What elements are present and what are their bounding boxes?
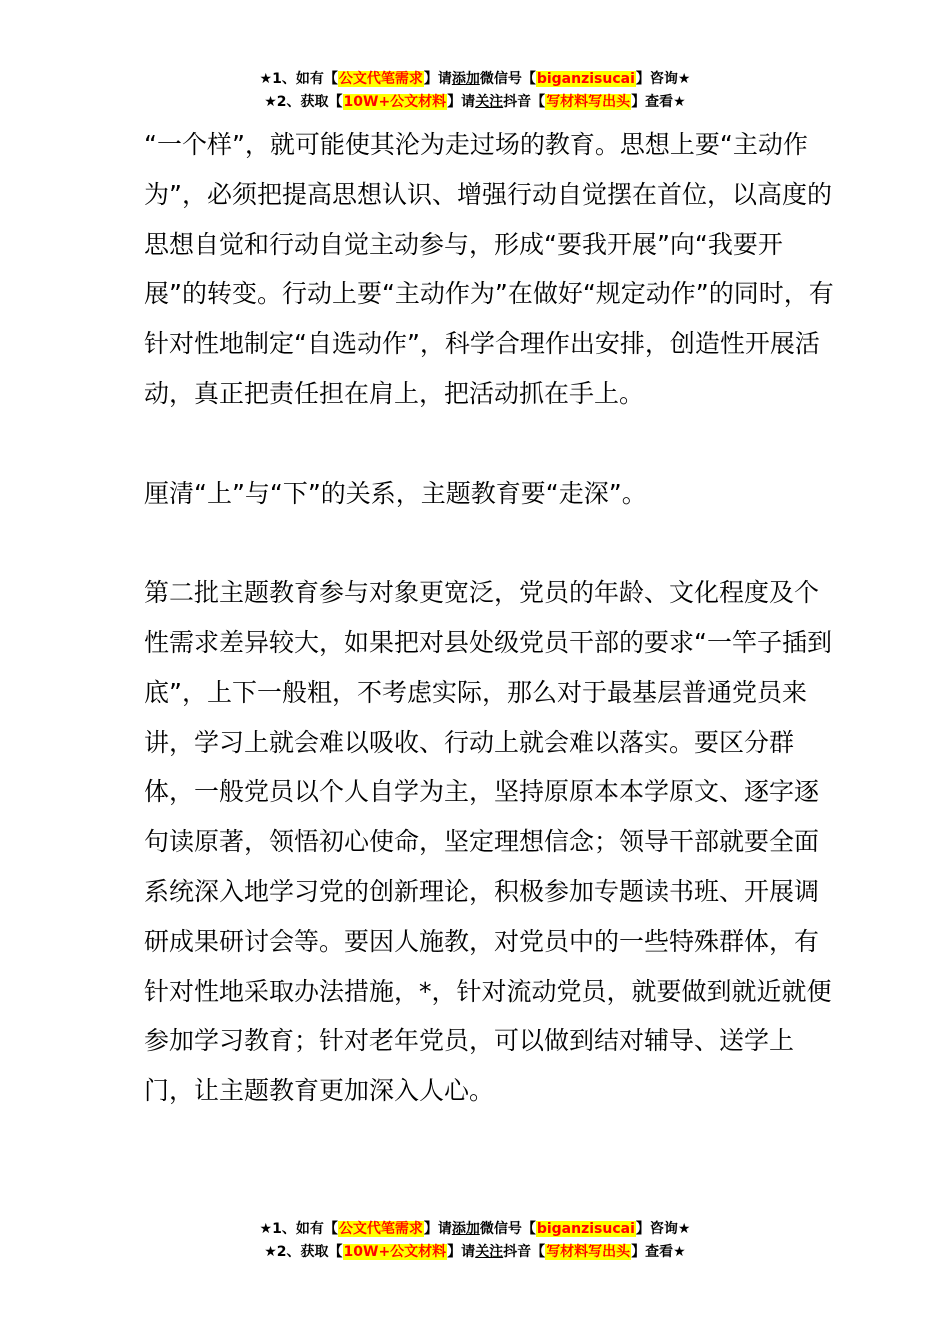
banner-text: 抖音【 <box>503 94 546 110</box>
highlight-keyword: 10W+公文材料 <box>343 1244 447 1260</box>
banner-text: 】查看★ <box>631 1244 686 1260</box>
banner-line-1 <box>0 68 950 91</box>
banner-text: 】请 <box>447 1244 476 1260</box>
highlight-keyword: 公文代笔需求 <box>338 71 423 87</box>
underlined-keyword: 关注 <box>475 1244 504 1260</box>
underlined-keyword: 添加 <box>451 71 480 87</box>
banner-text: 】咨询★ <box>635 71 691 87</box>
douyin-account-highlight: 写材料写出头 <box>546 94 631 110</box>
wechat-id-highlight: biganzisucai <box>536 71 635 87</box>
banner-text: ★1、如有【 <box>259 1221 338 1237</box>
paragraph-heading: 厘清“上”与“下”的关系，主题教育要“走深”。 <box>144 478 647 508</box>
paragraph-1: “一个样”，就可能使其沦为走过场的教育。思想上要“主动作为”，必须把提高思想认识、增强行动自觉摆在首位，以高度的思想自觉和行动自觉主动参与，形成“要我开展”向“我要开展”的转变。行动上要“主动作为”在做好“规定动作”的同时，有针对性地制定“自选动作”，科学合理作出安排，创造性开展活动，真正把责任担在肩上，把活动抓在手上。 <box>144 130 834 408</box>
wechat-id-highlight: biganzisucai <box>536 1221 635 1237</box>
header-banner <box>0 68 950 114</box>
banner-text: 】请 <box>423 71 452 87</box>
highlight-keyword: 公文代笔需求 <box>338 1221 423 1237</box>
underlined-keyword: 添加 <box>451 1221 480 1237</box>
douyin-account-highlight: 写材料写出头 <box>546 1244 631 1260</box>
banner-text: ★2、获取【 <box>264 1244 343 1260</box>
banner-text: 抖音【 <box>503 1244 546 1260</box>
document-body <box>144 120 834 1116</box>
highlight-keyword: 10W+公文材料 <box>343 94 447 110</box>
footer-banner <box>0 1218 950 1264</box>
banner-text: 】请 <box>423 1221 452 1237</box>
banner-text: 】请 <box>447 94 476 110</box>
underlined-keyword: 关注 <box>475 94 504 110</box>
banner-text: 】咨询★ <box>635 1221 691 1237</box>
banner-line-2 <box>0 1241 950 1264</box>
banner-text: 微信号【 <box>479 1221 536 1237</box>
paragraph-spacer <box>144 518 834 568</box>
banner-line-2 <box>0 91 950 114</box>
banner-line-1 <box>0 1218 950 1241</box>
paragraph-2: 第二批主题教育参与对象更宽泛，党员的年龄、文化程度及个性需求差异较大，如果把对县处级党员干部的要求“一竿子插到底”，上下一般粗，不考虑实际，那么对于最基层普通党员来讲，学习上就会难以吸收、行动上就会难以落实。要区分群体，一般党员以个人自学为主，坚持原原本本学原文、逐字逐句读原著，领悟初心使命，坚定理想信念；领导干部就要全面系统深入地学习党的创新理论，积极参加专题读书班、开展调研成果研讨会等。要因人施教，对党员中的一些特殊群体，有针对性地采取办法措施，*，针对流动党员，就要做到就近就便参加学习教育；针对老年党员，可以做到结对辅导、送学上门，让主题教育更加深入人心。 <box>144 578 832 1106</box>
banner-text: 微信号【 <box>479 71 536 87</box>
banner-text: ★2、获取【 <box>264 94 343 110</box>
banner-text: 】查看★ <box>631 94 686 110</box>
paragraph-spacer <box>144 419 834 469</box>
banner-text: ★1、如有【 <box>259 71 338 87</box>
